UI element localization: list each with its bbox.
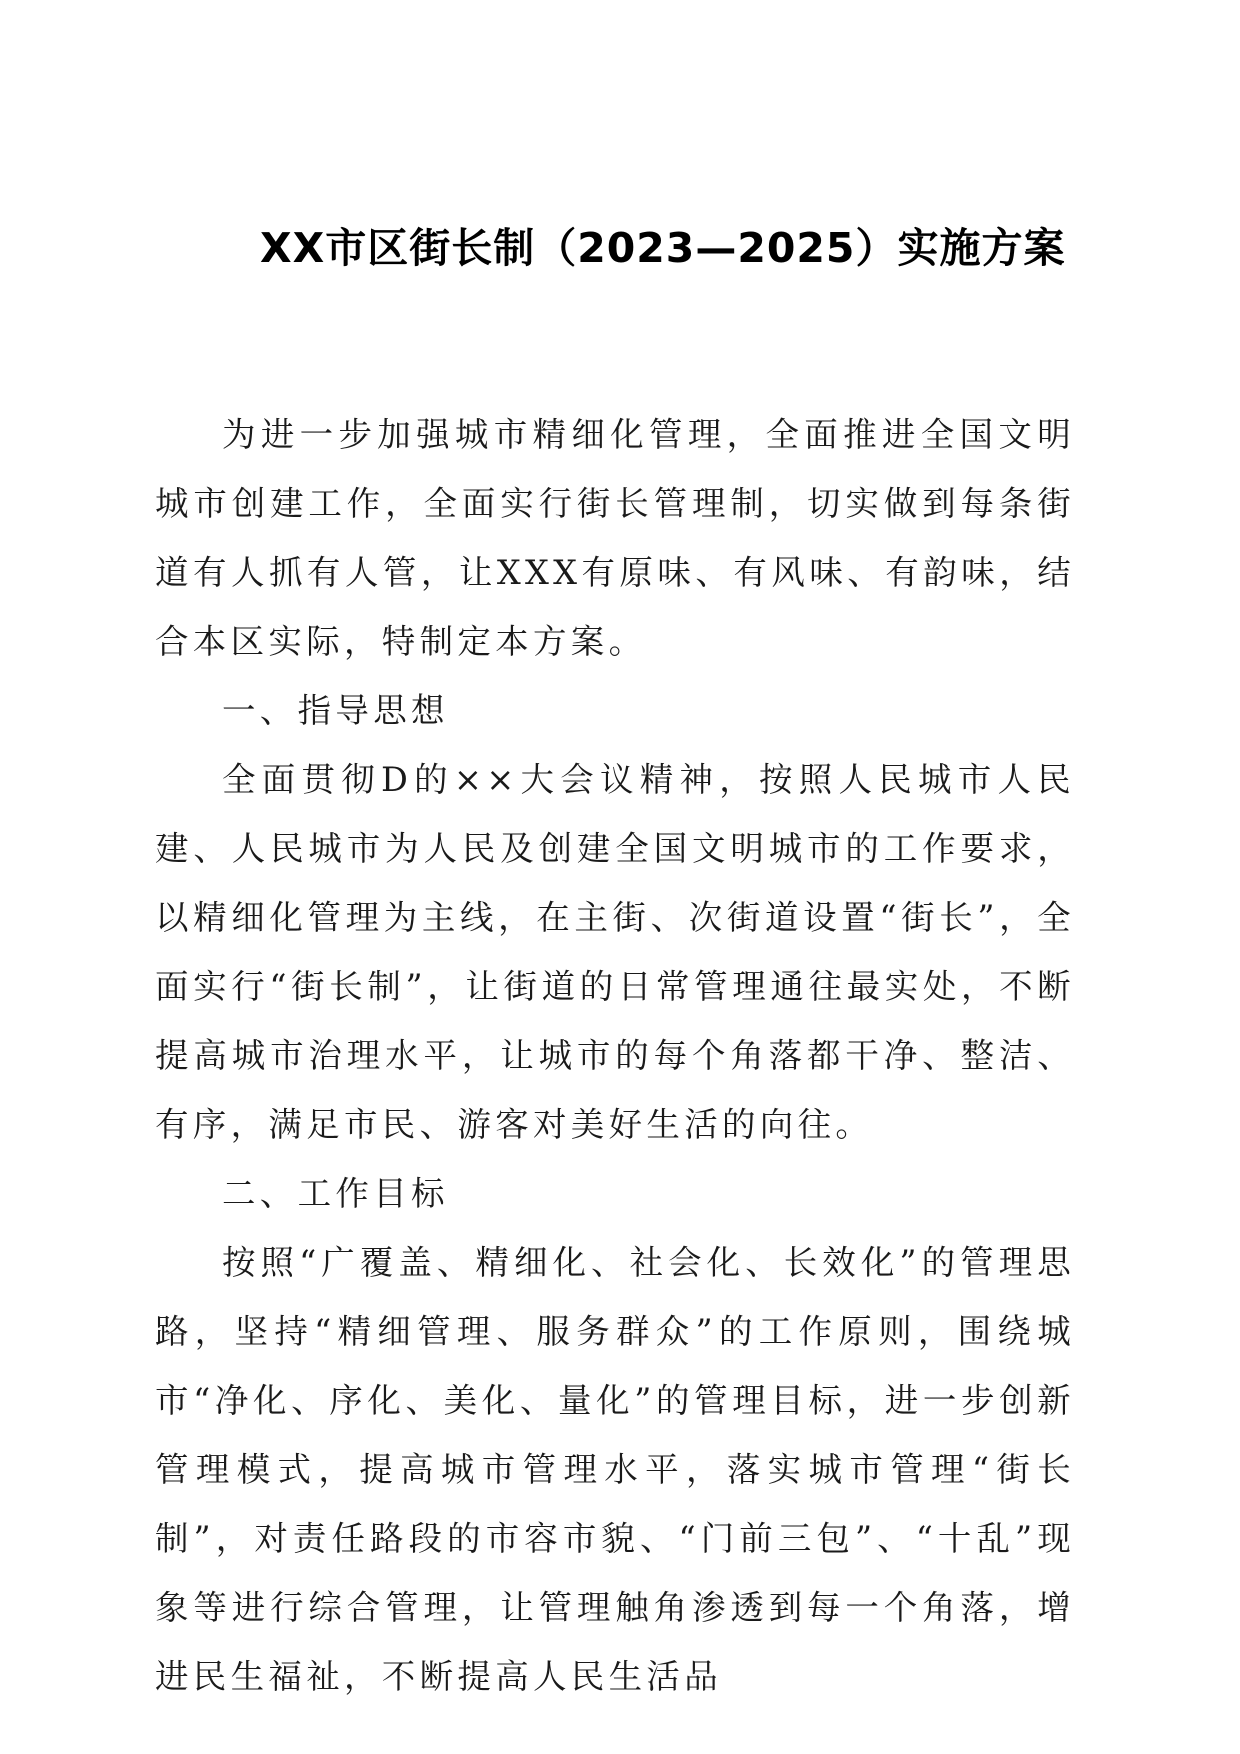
- document-title: XX市区街长制（2023—2025）实施方案: [260, 224, 1066, 272]
- intro-paragraph: 为进一步加强城市精细化管理，全面推进全国文明城市创建工作，全面实行街长管理制，切实做到每条街道有人抓有人管，让XXX有原味、有风味、有韵味，结合本区实际，特制定本方案。: [155, 415, 1075, 661]
- section-heading-work-goals: 二、工作目标: [222, 1174, 449, 1213]
- guiding-ideology-paragraph: 全面贯彻D的××大会议精神，按照人民城市人民建、人民城市为人民及创建全国文明城市的工作要求，以精细化管理为主线，在主街、次街道设置“街长”，全面实行“街长制”，让街道的日常管理通往最实处，不断提高城市治理水平，让城市的每个角落都干净、整洁、有序，满足市民、游客对美好生活的向往。: [155, 760, 1075, 1144]
- section-heading-guiding-ideology: 一、指导思想: [222, 691, 449, 730]
- work-goals-paragraph: 按照“广覆盖、精细化、社会化、长效化”的管理思路，坚持“精细管理、服务群众”的工作原则，围绕城市“净化、序化、美化、量化”的管理目标，进一步创新管理模式，提高城市管理水平，落实城市管理“街长制”，对责任路段的市容市貌、“门前三包”、“十乱”现象等进行综合管理，让管理触角渗透到每一个角落，增进民生福祉，不断提高人民生活品: [155, 1243, 1075, 1696]
- document-body: [155, 400, 1075, 1711]
